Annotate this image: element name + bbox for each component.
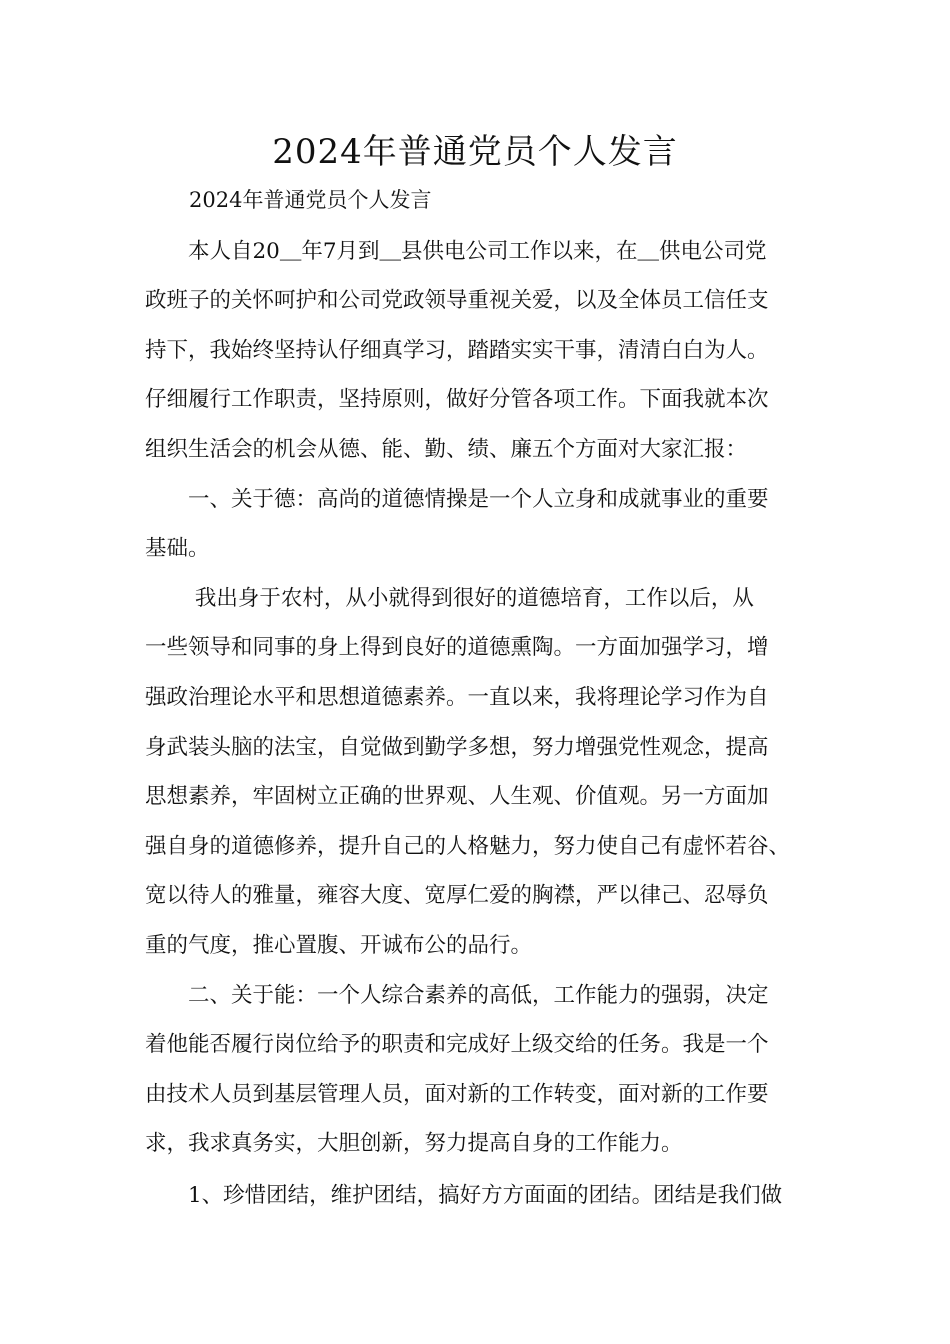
body-line: 本人自20＿年7月到＿县供电公司工作以来，在＿供电公司党 xyxy=(145,239,767,264)
body-line: 持下，我始终坚持认仔细真学习，踏踏实实干事，清清白白为人。 xyxy=(145,338,769,363)
body-line: 政班子的关怀呵护和公司党政领导重视关爱，以及全体员工信任支 xyxy=(145,288,769,313)
body-line: 身武装头脑的法宝，自觉做到勤学多想，努力增强党性观念，提高 xyxy=(145,735,769,760)
body-line: 组织生活会的机会从德、能、勤、绩、廉五个方面对大家汇报： xyxy=(145,437,748,462)
body-line: 宽以待人的雅量，雍容大度、宽厚仁爱的胸襟，严以律己、忍辱负 xyxy=(145,883,769,908)
body-line: 由技术人员到基层管理人员，面对新的工作转变，面对新的工作要 xyxy=(145,1082,769,1107)
body-line: 着他能否履行岗位给予的职责和完成好上级交给的任务。我是一个 xyxy=(145,1032,769,1057)
body-line: 仔细履行工作职责，坚持原则，做好分管各项工作。下面我就本次 xyxy=(145,387,769,412)
body-line: 一些领导和同事的身上得到良好的道德熏陶。一方面加强学习，增 xyxy=(145,635,769,660)
document-title: 2024年普通党员个人发言 xyxy=(272,132,678,172)
body-line: 二、关于能：一个人综合素养的高低，工作能力的强弱，决定 xyxy=(145,983,769,1008)
document-subtitle: 2024年普通党员个人发言 xyxy=(189,188,432,212)
body-line: 一、关于德：高尚的道德情操是一个人立身和成就事业的重要 xyxy=(145,487,769,512)
body-line: 我出身于农村，从小就得到很好的道德培育，工作以后，从 xyxy=(145,586,754,611)
body-line: 1、珍惜团结，维护团结，搞好方方面面的团结。团结是我们做 xyxy=(145,1183,783,1208)
body-line: 求，我求真务实，大胆创新，努力提高自身的工作能力。 xyxy=(145,1131,683,1156)
body-line: 强自身的道德修养，提升自己的人格魅力，努力使自己有虚怀若谷、 xyxy=(145,834,791,859)
body-line: 基础。 xyxy=(145,536,210,561)
body-line: 重的气度，推心置腹、开诚布公的品行。 xyxy=(145,933,533,958)
body-line: 强政治理论水平和思想道德素养。一直以来，我将理论学习作为自 xyxy=(145,685,769,710)
body-line: 思想素养，牢固树立正确的世界观、人生观、价值观。另一方面加 xyxy=(145,784,769,809)
